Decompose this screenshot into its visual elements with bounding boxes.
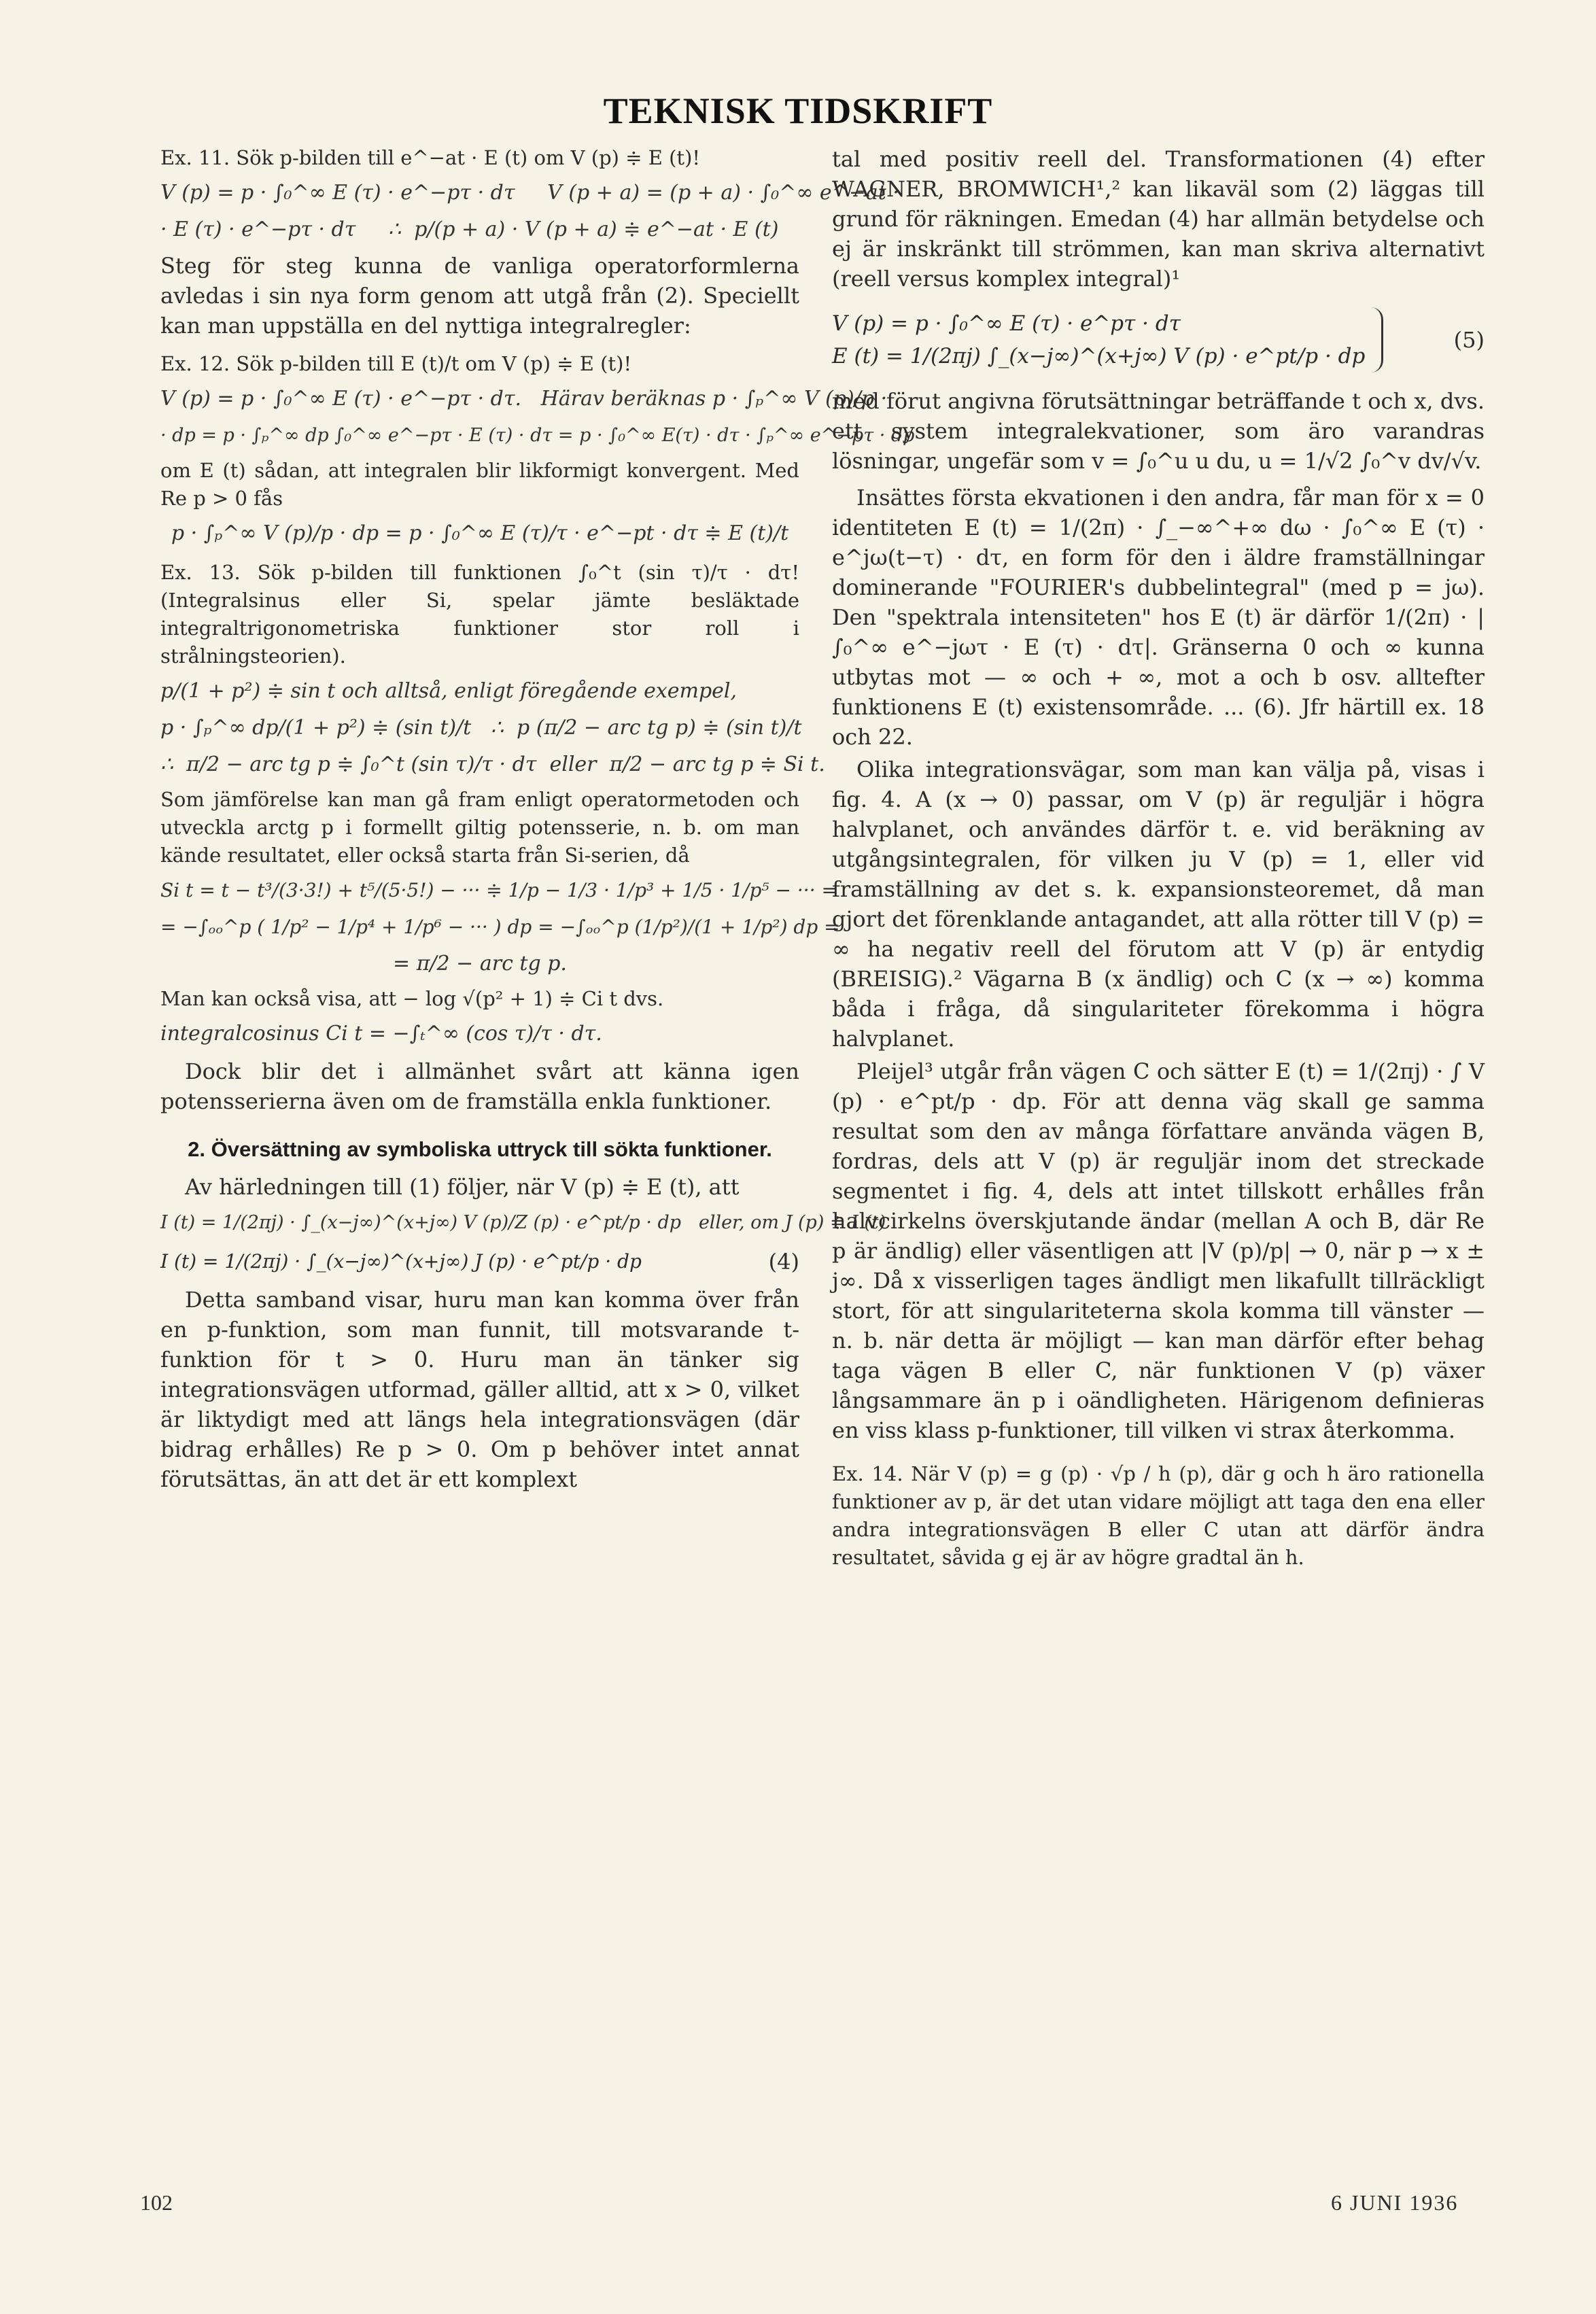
formula: Si t = t − t³/(3·3!) + t⁵/(5·5!) − ··· ≑ 1/p − 1/3 · 1/p³ + 1/5 · 1/p⁵ − ··· = <box>160 879 837 901</box>
paragraph: Dock blir det i allmänhet svårt att känna igen potensserierna även om de framställa enkla funktioner. <box>160 1058 799 1114</box>
example-12-intro: Ex. 12. Sök p-bilden till E (t)/t om V (p) ≑ E (t)! <box>160 352 632 375</box>
paragraph: Insättes första ekvationen i den andra, får man för x = 0 identiteten E (t) = 1/(2π) · ∫_−∞^+∞ dω · ∫₀^∞ E (τ) · e^jω(t−τ) · dτ, en form för den i äldre framställningar dominerande "FOURIER's dubbelintegral" (med p = jω). Den "spektrala intensiteten" hos E (t) är därför 1/(2π) · |∫₀^∞ e^−jωτ · E (τ) · dτ|. Gränserna 0 och ∞ kunna utbytas mot — ∞ och + ∞, mot a och b osv. alltefter funktionens E (t) existensområde. ... (6). Jfr härtill ex. 18 och 22. <box>832 485 1485 750</box>
formula: = −∫ₒₒ^p ( 1/p² − 1/p⁴ + 1/p⁶ − ··· ) dp = −∫ₒₒ^p (1/p²)/(1 + 1/p²) dp = <box>160 916 840 938</box>
formula: p · ∫ₚ^∞ V (p)/p · dp = p · ∫₀^∞ E (τ)/τ · e^−pt · dτ ≑ E (t)/t <box>171 521 789 545</box>
formula: E (t) = 1/(2πj) ∫_(x−j∞)^(x+j∞) V (p) · e^pt/p · dp <box>832 344 1366 368</box>
formula: · dp = p · ∫ₚ^∞ dp ∫₀^∞ e^−pτ · E (τ) · dτ = p · ∫₀^∞ E(τ) · dτ · ∫ₚ^∞ e^−pτ · dp <box>160 425 915 446</box>
example-11-intro: Ex. 11. Sök p-bilden till e^−at · E (t) om V (p) ≑ E (t)! <box>160 146 701 169</box>
left-column <box>160 144 915 1497</box>
example-13-intro: Ex. 13. Sök p-bilden till funktionen ∫₀^t (sin τ)/τ · dτ! (Integralsinus eller Si, spelar jämte besläktade integraltrigonometriska funktioner stor roll i strålningsteorien). <box>160 561 799 668</box>
page-number: 102 <box>140 2190 173 2215</box>
paragraph: Av härledningen till (1) följer, när V (p) ≑ E (t), att <box>185 1174 740 1200</box>
formula: V (p) = p · ∫₀^∞ E (τ) · e^−pτ · dτ V (p + a) = (p + a) · ∫₀^∞ e^−at · <box>160 181 899 205</box>
paragraph: tal med positiv reell del. Transformationen (4) efter WAGNER, BROMWICH¹,² kan likaväl som (2) läggas till grund för räkningen. Emedan (4) har allmän betydelse och ej är inskränkt till strömmen, kan man skriva alternativt (reell versus komplex integral)¹ <box>832 146 1485 292</box>
paragraph: Som jämförelse kan man gå fram enligt operatormetoden och utveckla arctg p i formellt giltig potensserie, n. b. om man kände resultatet, eller också starta från Si-serien, då <box>160 788 799 867</box>
equation-number: (5) <box>1453 327 1485 353</box>
formula: ∴ π/2 − arc tg p ≑ ∫₀^t (sin τ)/τ · dτ eller π/2 − arc tg p ≑ Si t. <box>160 753 825 776</box>
issue-date: 6 JUNI 1936 <box>1331 2190 1459 2215</box>
formula: = π/2 − arc tg p. <box>393 952 567 975</box>
paragraph: Pleijel³ utgår från vägen C och sätter E (t) = 1/(2πj) · ∫ V (p) · e^pt/p · dp. För att denna väg skall ge samma resultat som den av många författare använda vägen B, fordras, dels att V (p) är reguljär inom det streckade segmentet i fig. 4, dels att intet tillskott erhålles från halvcirkelns överskjutande ändar (mellan A och B, där Re p är ändlig) eller väsentligen att |V (p)/p| → 0, när p → x ± j∞. Då x visserligen tages ändligt men likafullt tillräckligt stort, för att singulariteterna skola komma till vänster — n. b. när detta är möjligt — kan man därför efter behag taga vägen B eller C, när funktionen V (p) växer långsammare än p i oändligheten. Härigenom definieras en viss klass p-funktioner, till vilken vi strax återkomma. <box>832 1058 1485 1443</box>
formula: integralcosinus Ci t = −∫ₜ^∞ (cos τ)/τ · dτ. <box>160 1022 602 1046</box>
paragraph: Detta samband visar, huru man kan komma över från en p-funktion, som man funnit, till motsvarande t-funktion för t > 0. Huru man än tänker sig integrationsvägen utformad, gäller alltid, att x > 0, vilket är liktydigt med att längs hela integrationsvägen (där bidrag erhålles) Re p > 0. Om p behöver intet annat förutsättas, än att det är ett komplext <box>160 1287 799 1492</box>
paragraph: om E (t) sådan, att integralen blir likformigt konvergent. Med Re p > 0 fås <box>160 459 799 510</box>
equation-5-block <box>832 307 1485 373</box>
formula: V (p) = p · ∫₀^∞ E (τ) · e^pτ · dτ <box>832 311 1181 336</box>
paragraph: Olika integrationsvägar, som man kan välja på, visas i fig. 4. A (x → 0) passar, om V (p) är reguljär i högra halvplanet, och användes därför t. e. vid beräkning av utgångsintegralen, för vilken ju V (p) = 1, eller vid framställning av det s. k. expansionsteoremet, då man gjort det förenklande antagandet, att alla rötter till V (p) = ∞ ha negativ reell del förutom att V (p) är entydig (BREISIG).² Vägarna B (x ändlig) och C (x → ∞) komma båda i fråga, då singulariteter förekomma i högra halvplanet. <box>832 757 1485 1052</box>
equation-4-row <box>160 1245 799 1278</box>
right-column <box>832 144 1485 1574</box>
paragraph: Steg för steg kunna de vanliga operatorformlerna avledas i sin nya form genom att utgå från (2). Speciellt kan man uppställa en del nyttiga integralregler: <box>160 253 799 339</box>
journal-masthead: TEKNISK TIDSKRIFT <box>603 90 993 131</box>
paragraph: med förut angivna förutsättningar beträffande t och x, dvs. ett system integralekvationer, som äro varandras lösningar, ungefär som v = ∫₀^u u du, u = 1/√2 ∫₀^v dv/√v. <box>832 388 1485 474</box>
formula: p · ∫ₚ^∞ dp/(1 + p²) ≑ (sin t)/t ∴ p (π/2 − arc tg p) ≑ (sin t)/t <box>160 716 802 740</box>
formula: V (p) = p · ∫₀^∞ E (τ) · e^−pτ · dτ. Härav beräknas p · ∫ₚ^∞ V (p)/p · <box>160 387 888 411</box>
equation-system <box>832 307 1383 373</box>
formula: I (t) = 1/(2πj) · ∫_(x−j∞)^(x+j∞) J (p) · e^pt/p · dp <box>160 1250 642 1273</box>
formula: p/(1 + p²) ≑ sin t och alltså, enligt föregående exempel, <box>160 679 738 703</box>
paragraph: Man kan också visa, att − log √(p² + 1) ≑ Ci t dvs. <box>160 987 664 1010</box>
example-14: Ex. 14. När V (p) = g (p) · √p / h (p), där g och h äro rationella funktioner av p, är det utan vidare möjligt att taga den ena eller andra integrationsvägen B eller C utan att därför ändra resultatet, såvida g ej är av högre gradtal än h. <box>832 1462 1485 1569</box>
formula: I (t) = 1/(2πj) · ∫_(x−j∞)^(x+j∞) V (p)/Z (p) · e^pt/p · dp eller, om J (p) ≑ I (t) <box>160 1212 886 1233</box>
formula: · E (τ) · e^−pτ · dτ ∴ p/(p + a) · V (p + a) ≑ e^−at · E (t) <box>160 218 779 241</box>
section-heading: 2. Översättning av symboliska uttryck till sökta funktioner. <box>188 1137 772 1161</box>
equation-number: (4) <box>768 1249 799 1275</box>
